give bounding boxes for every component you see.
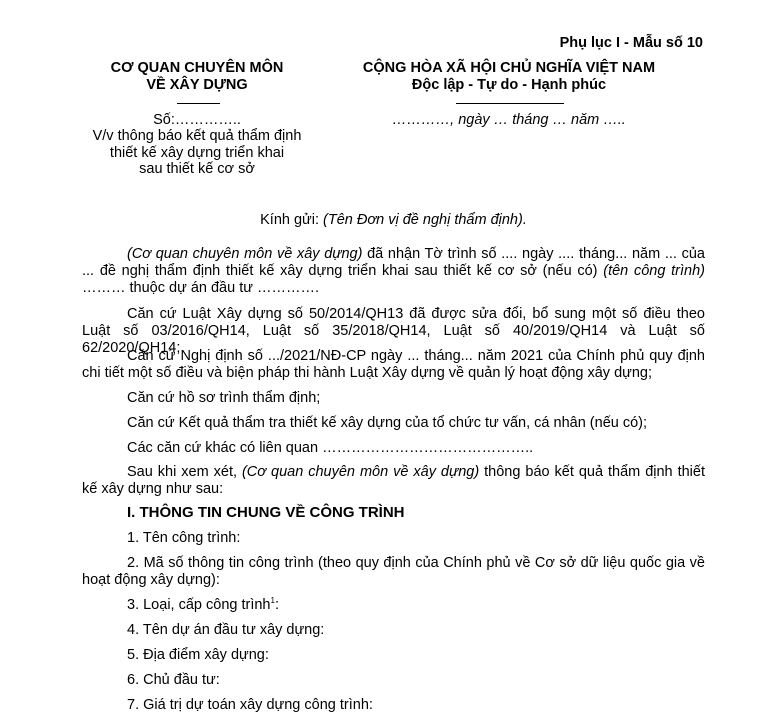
text-italic: (Cơ quan chuyên môn về xây dựng) xyxy=(241,464,480,480)
footnote-ref[interactable]: 1 xyxy=(270,596,275,605)
paragraph-received xyxy=(82,246,705,297)
list-item: 2. Mã số thông tin công trình (theo quy định của Chính phủ về Cơ sở dữ liệu quốc gia về hoạt động xây dựng): xyxy=(82,555,705,588)
recipient xyxy=(82,212,705,228)
list-item: 5. Địa điểm xây dựng: xyxy=(127,647,269,663)
agency-line-2: VỀ XÂY DỰNG xyxy=(146,77,248,93)
appendix-label: Phụ lục I - Mẫu số 10 xyxy=(559,35,703,51)
list-item: 7. Giá trị dự toán xây dựng công trình: xyxy=(127,697,373,713)
text: đã nhận Tờ trình số .... ngày .... tháng... năm ... của ... đề nghị thẩm định thiết kế xây dựng triển khai sau thiết kế cơ sở (nếu có) xyxy=(82,246,705,279)
place-date: …………, ngày … tháng … năm ….. xyxy=(392,112,626,128)
paragraph-conclusion-intro xyxy=(82,464,705,498)
paragraph-decree-basis: Căn cứ Nghị định số .../2021/NĐ-CP ngày ... tháng... năm 2021 của Chính phủ quy định chi tiết một số điều và biện pháp thi hành Luật Xây dựng về quản lý hoạt động xây dựng; xyxy=(82,348,705,381)
nation-name: CỘNG HÒA XÃ HỘI CHỦ NGHĨA VIỆT NAM xyxy=(362,60,656,76)
paragraph-law-basis: Căn cứ Luật Xây dựng số 50/2014/QH13 đã được sửa đổi, bổ sung một số điều theo Luật số 03/2016/QH14, Luật số 35/2018/QH14, Luật số 40/2019/QH14 và Luật số 62/2020/QH14; xyxy=(82,306,705,356)
text: ……… thuộc dự án đầu tư …………. xyxy=(82,280,319,296)
list-item: 4. Tên dự án đầu tư xây dựng: xyxy=(127,622,325,638)
paragraph-verification-basis: Căn cứ Kết quả thẩm tra thiết kế xây dựng của tổ chức tư vấn, cá nhân (nếu có); xyxy=(127,415,648,431)
list-item: 1. Tên công trình: xyxy=(127,530,241,546)
text: : xyxy=(274,597,279,613)
recipient-label: Kính gửi: xyxy=(260,212,324,228)
paragraph-other-basis: Các căn cứ khác có liên quan …………………………………….. xyxy=(127,440,534,456)
recipient-value: (Tên Đơn vị đề nghị thẩm định). xyxy=(323,212,527,228)
subject-line: sau thiết kế cơ sở xyxy=(139,160,255,177)
motto-underline xyxy=(456,103,564,104)
document-number: Số:………….. xyxy=(153,112,241,128)
agency-name xyxy=(97,60,297,94)
subject-line: thiết kế xây dựng triển khai xyxy=(109,144,285,161)
national-header xyxy=(339,60,679,94)
text-italic: (tên công trình) xyxy=(603,263,705,279)
agency-underline xyxy=(177,103,220,104)
section-heading: I. THÔNG TIN CHUNG VỀ CÔNG TRÌNH xyxy=(127,504,405,521)
paragraph-dossier-basis: Căn cứ hồ sơ trình thẩm định; xyxy=(127,390,321,406)
text: 3. Loại, cấp công trình xyxy=(127,597,271,613)
text: thông báo kết quả thẩm định thiết kế xây dựng như sau: xyxy=(82,464,705,497)
list-item: 6. Chủ đầu tư: xyxy=(127,672,220,688)
list-item xyxy=(82,597,705,614)
text-italic: (Cơ quan chuyên môn về xây dựng) xyxy=(127,246,363,262)
agency-line-1: CƠ QUAN CHUYÊN MÔN xyxy=(110,60,284,76)
national-motto: Độc lập - Tự do - Hạnh phúc xyxy=(411,77,607,93)
subject-line: V/v thông báo kết quả thẩm định xyxy=(92,128,302,145)
text: Sau khi xem xét, xyxy=(127,464,242,480)
document-reference xyxy=(77,112,317,177)
